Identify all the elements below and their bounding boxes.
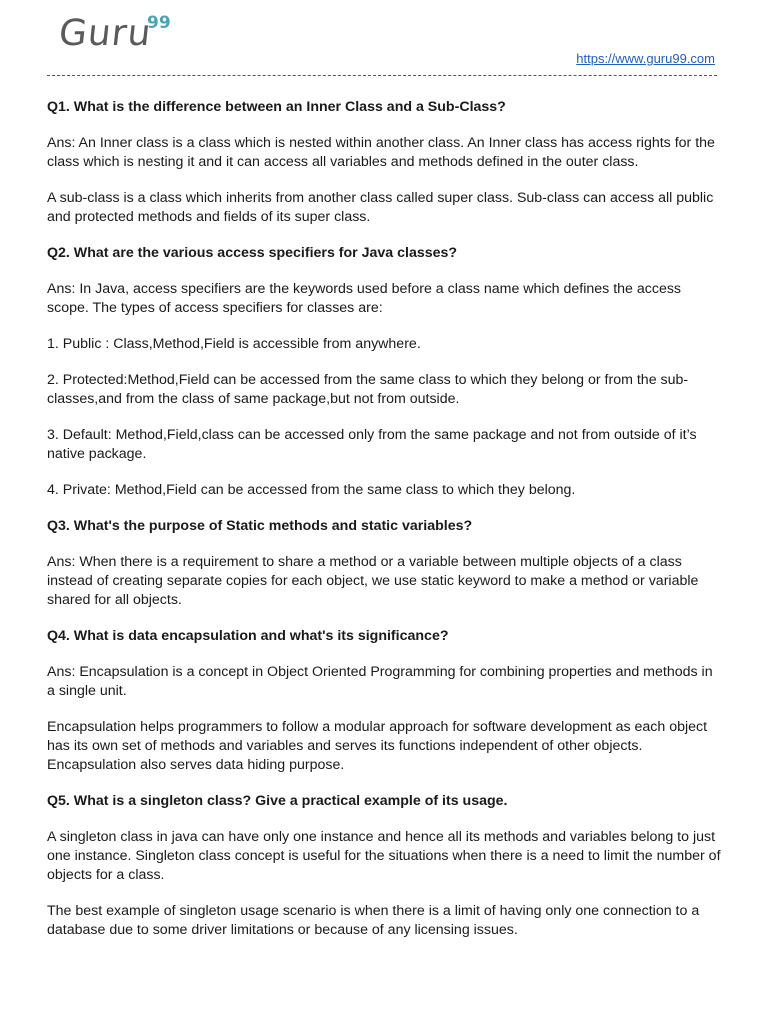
- question-2: Q2. What are the various access specifiers for Java classes?: [47, 245, 458, 261]
- answer-4-paragraph-1: Ans: Encapsulation is a concept in Object Oriented Programming for combining properties and methods in a single unit.: [47, 664, 713, 699]
- question-1: Q1. What is the difference between an Inner Class and a Sub-Class?: [47, 99, 506, 115]
- access-specifier-private: 4. Private: Method,Field can be accessed from the same class to which they belong.: [47, 482, 576, 498]
- document-body: [47, 98, 723, 957]
- answer-5-paragraph-2: The best example of singleton usage scenario is when there is a limit of having only one connection to a database due to some driver limitations or because of any licensing issues.: [47, 903, 700, 938]
- access-specifier-public: 1. Public : Class,Method,Field is accessible from anywhere.: [47, 336, 421, 352]
- access-specifier-protected: 2. Protected:Method,Field can be accessed from the same class to which they belong or from the sub-classes,and from the class of same package,but not from outside.: [47, 372, 689, 407]
- question-4: Q4. What is data encapsulation and what's its significance?: [47, 628, 449, 644]
- guru99-logo: Guru: [56, 13, 154, 54]
- answer-3-paragraph-1: Ans: When there is a requirement to share a method or a variable between multiple objects of a class instead of creating separate copies for each object, we use static keyword to make a method or variable shared for all objects.: [47, 554, 699, 608]
- question-5: Q5. What is a singleton class? Give a practical example of its usage.: [47, 793, 508, 809]
- site-url-link[interactable]: https://www.guru99.com: [576, 51, 715, 66]
- page-header: [47, 0, 721, 77]
- logo-superscript: 99: [147, 13, 171, 33]
- header-dashed-divider: [47, 75, 717, 76]
- answer-4-paragraph-2: Encapsulation helps programmers to follow a modular approach for software development as each object has its own set of methods and variables and serves its functions independent of other objects. Encapsulation also serves data hiding purpose.: [47, 719, 708, 773]
- document-page: [47, 0, 721, 938]
- answer-2-paragraph-1: Ans: In Java, access specifiers are the keywords used before a class name which defines the access scope. The types of access specifiers for classes are:: [47, 281, 682, 316]
- question-3: Q3. What's the purpose of Static methods and static variables?: [47, 518, 473, 534]
- answer-1-paragraph-1: Ans: An Inner class is a class which is nested within another class. An Inner class has access rights for the class which is nesting it and it can access all variables and methods defined in the outer class.: [47, 135, 715, 170]
- answer-1-paragraph-2: A sub-class is a class which inherits from another class called super class. Sub-class can access all public and protected methods and fields of its super class.: [47, 190, 714, 225]
- access-specifier-default: 3. Default: Method,Field,class can be accessed only from the same package and not from outside of it’s native package.: [47, 427, 697, 462]
- answer-5-paragraph-1: A singleton class in java can have only one instance and hence all its methods and variables belong to just one instance. Singleton class concept is useful for the situations when there is a need to limit the number of objects for a class.: [47, 829, 721, 883]
